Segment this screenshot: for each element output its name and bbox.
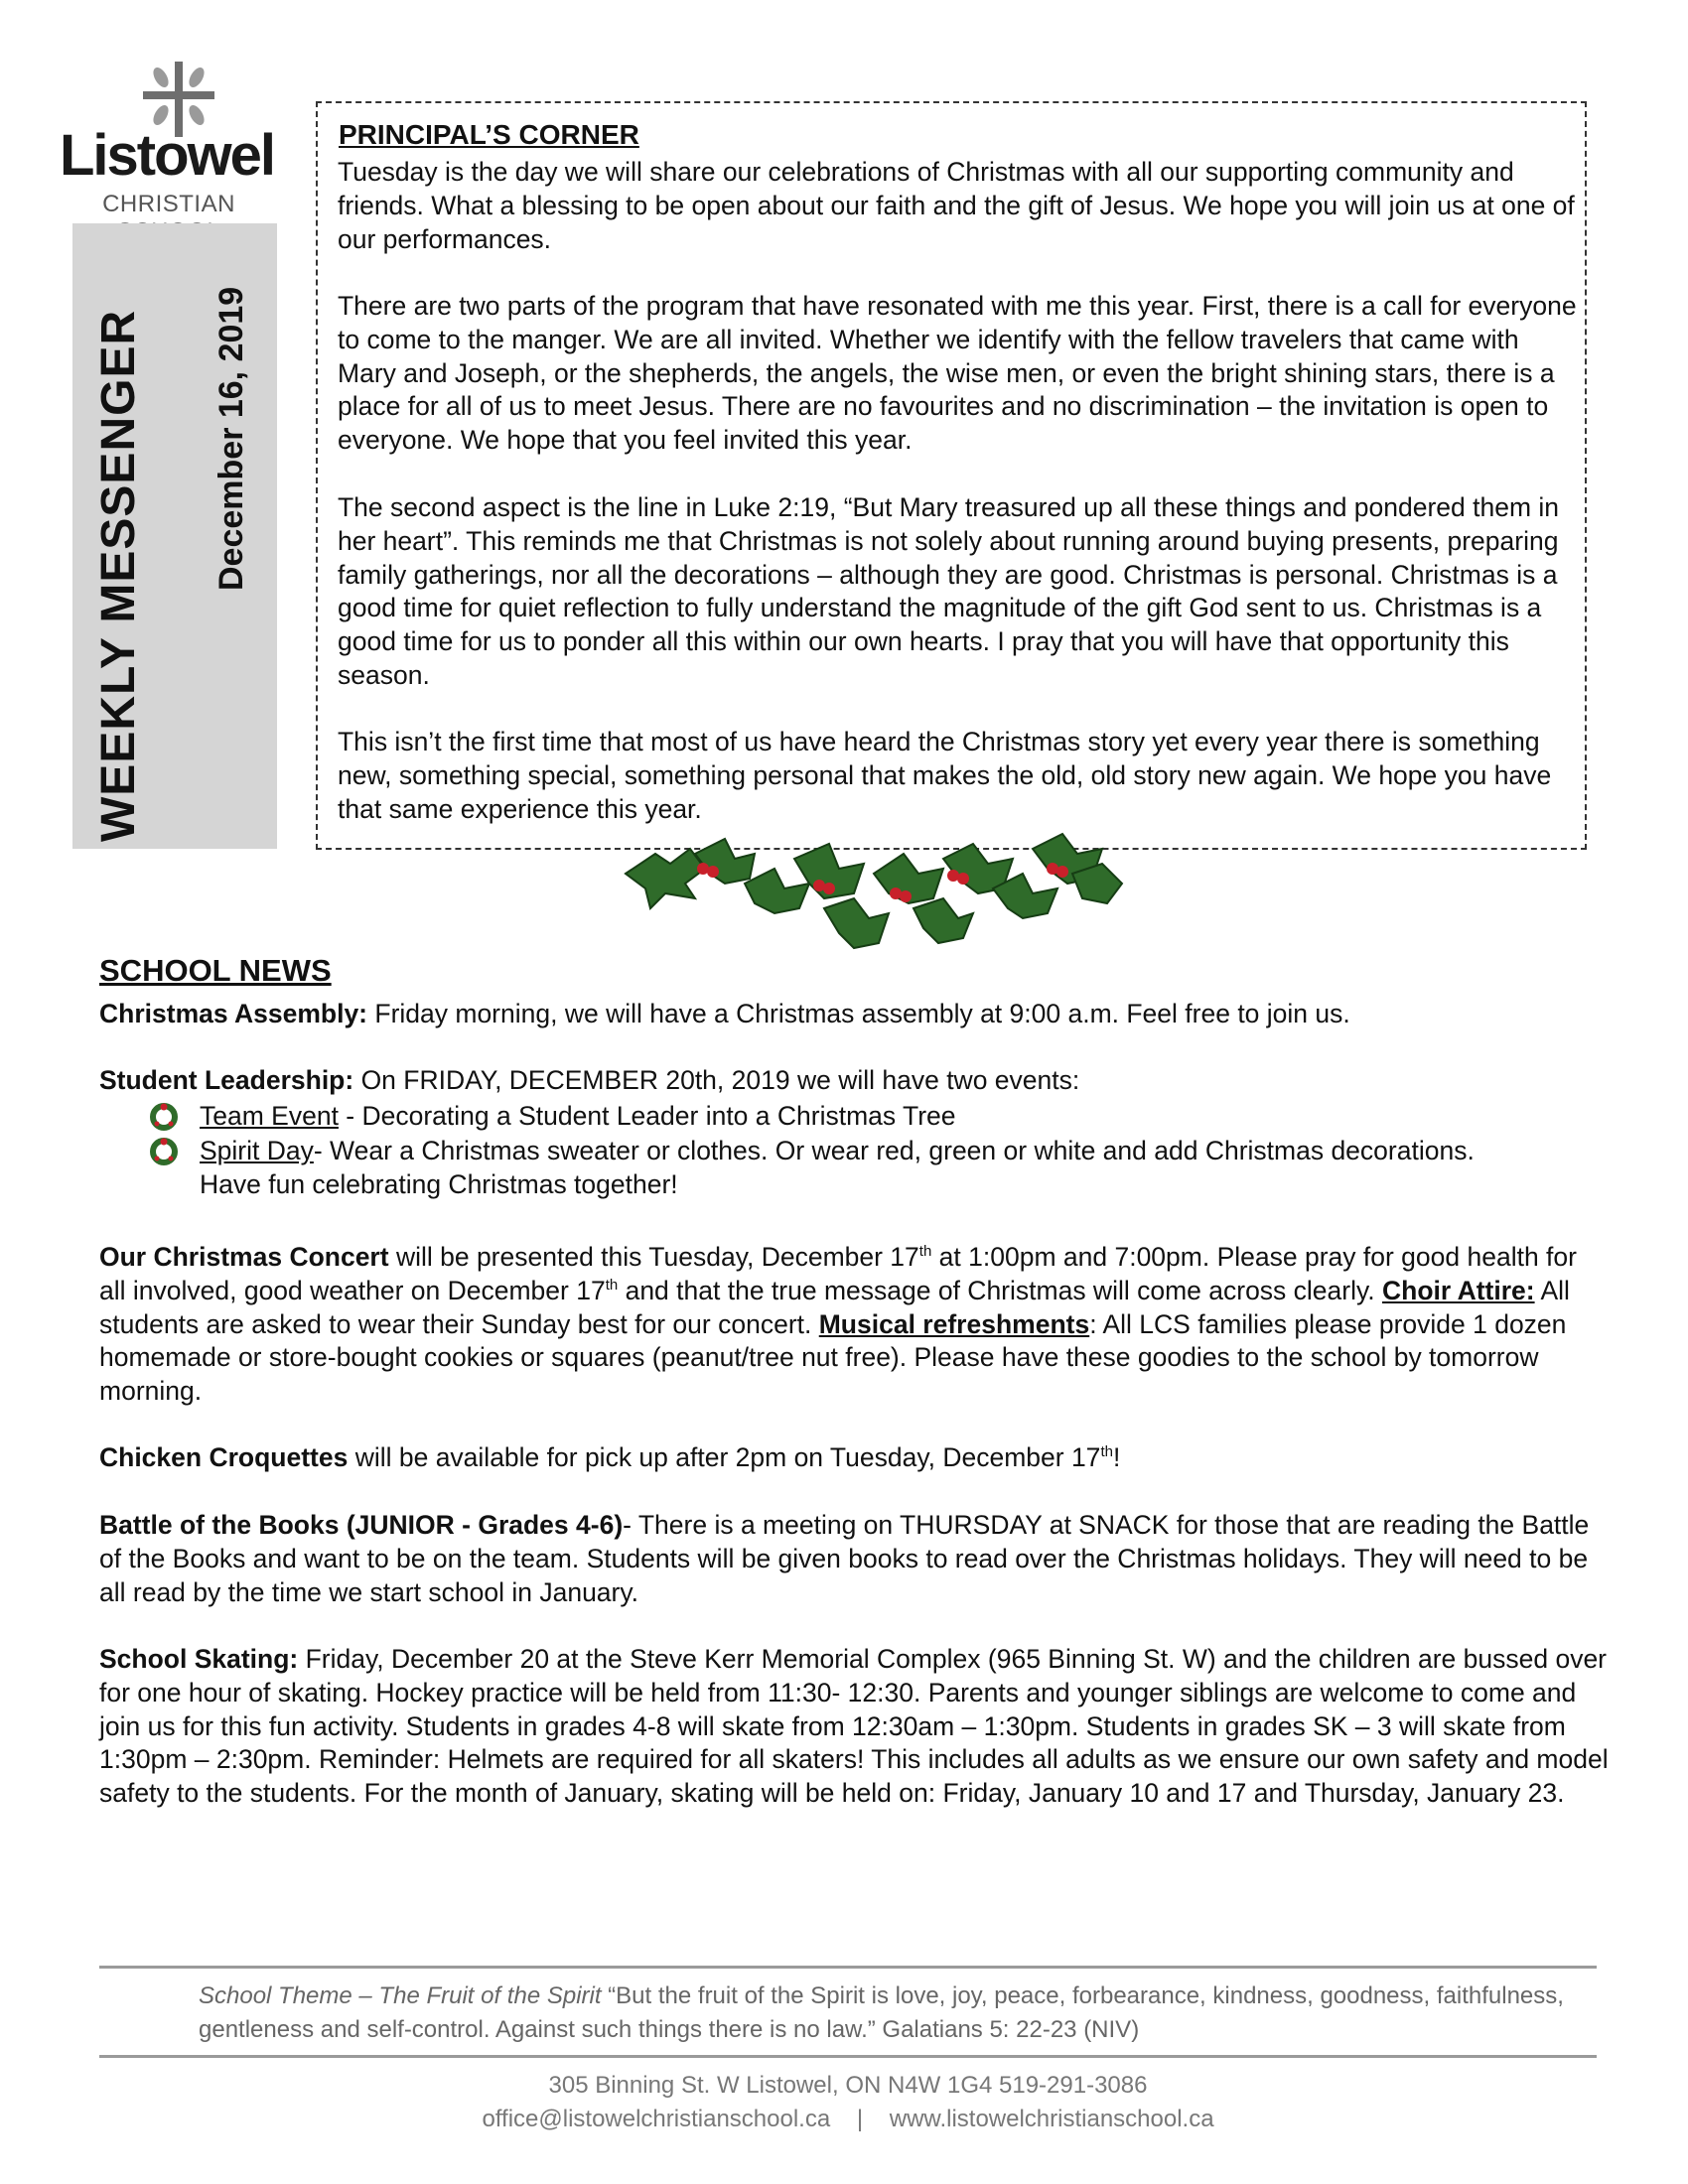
choir-attire-label: Choir Attire:	[1382, 1275, 1535, 1305]
concert-text: and that the true message of Christmas will come across clearly.	[618, 1275, 1382, 1305]
battle-text: - There is a meeting on THURSDAY at SNACK for those that are reading the Battle of the Books and want to be on the team. Students will be given books to read over the Christmas holidays. They will need to be all read by the time we start school in January.	[99, 1510, 1590, 1607]
battle-label: Battle of the Books (JUNIOR - Grades 4-6)	[99, 1510, 624, 1540]
wreath-icon	[149, 1137, 179, 1166]
newsletter-title: WEEKLY MESSENGER	[92, 309, 145, 842]
bullet-title: Spirit Day	[200, 1136, 314, 1165]
website-link[interactable]: www.listowelchristianschool.ca	[889, 2106, 1214, 2132]
ordinal-suffix: th	[918, 1243, 932, 1261]
theme-text: “But the fruit of the Spirit is love, joy, peace, forbearance, kindness, goodness, faithfulness, gentleness and self-control. Against such things there is no law.” Galatians 5: 22-23 (NIV)	[199, 1982, 1564, 2043]
leadership-text: On FRIDAY, DECEMBER 20th, 2019 we will have two events:	[353, 1065, 1080, 1095]
concert-text: will be presented this Tuesday, December 17	[388, 1242, 919, 1272]
croquettes-end: !	[1112, 1442, 1121, 1472]
croquettes-item	[99, 1441, 1609, 1475]
bullet-text: - Wear a Christmas sweater or clothes. Or wear red, green or white and add Christmas decorations. Have fun celebrating Christmas together!	[200, 1136, 1475, 1199]
theme-label: School Theme – The Fruit of the Spirit	[199, 1982, 602, 2009]
principal-paragraph: The second aspect is the line in Luke 2:19, “But Mary treasured up all these things and pondered them in her heart”. This reminds me that Christmas is not solely about running around buying presents, preparing family gatherings, nor all the decorations – although they are good. Christmas is personal. Christmas is a good time for quiet reflection to fully understand the magnitude of the gift God sent to us. Christmas is a good time for us to ponder all this within our own hearts. I pray that you will have that opportunity this season.	[338, 492, 1560, 690]
wreath-icon	[149, 1102, 179, 1132]
logo-subtitle: CHRISTIAN	[102, 191, 235, 217]
assembly-text: Friday morning, we will have a Christmas assembly at 9:00 a.m. Feel free to join us.	[367, 999, 1350, 1028]
concert-text: : All LCS families please provide 1 dozen homemade or store-bought cookies or squares (peanut/tree nut free). Please have these goodies to the school by tomorrow morning.	[99, 1308, 1567, 1407]
skating-label: School Skating:	[99, 1644, 299, 1674]
leadership-label: Student Leadership:	[99, 1065, 354, 1095]
bullet-title: Team Event	[200, 1101, 339, 1131]
address: 305 Binning St. W Listowel, ON N4W 1G4 519-291-3086	[548, 2072, 1148, 2099]
concert-label: Our Christmas Concert	[99, 1242, 389, 1272]
logo-name: Listowel	[59, 123, 275, 188]
principal-paragraph: Tuesday is the day we will share our celebrations of Christmas with all our supporting community and friends. What a blessing to be open about our faith and the gift of Jesus. We hope you will join us at one of our performances.	[338, 157, 1575, 254]
footer-divider	[99, 1966, 1597, 1969]
assembly-item	[99, 998, 1609, 1031]
footer-divider	[99, 2055, 1597, 2058]
skating-text: Friday, December 20 at the Steve Kerr Memorial Complex (965 Binning St. W) and the children are bussed over for one hour of skating. Hockey practice will be held from 11:30- 12:30. Parents and younger siblings are welcome to come and join us for this fun activity. Students in grades 4-8 will skate from 12:30am – 1:30pm. Students in grades SK – 3 will skate from 1:30pm – 2:30pm. Reminder: Helmets are required for all skaters! This includes all adults as we ensure our own safety and model safety to the students. For the month of January, skating will be held on: Friday, January 10 and 17 and Thursday, January 23.	[99, 1644, 1609, 1809]
leadership-item	[99, 1064, 1609, 1098]
bullet-text: - Decorating a Student Leader into a Christmas Tree	[338, 1101, 956, 1131]
croquettes-label: Chicken Croquettes	[99, 1442, 349, 1472]
holly-garland-decoration	[616, 814, 1132, 963]
concert-text: at 1:00pm and 7:00pm. Please pray for good health for all involved, good weather on December 17	[99, 1242, 1577, 1305]
ordinal-suffix: th	[605, 1276, 619, 1294]
refreshments-label: Musical refreshments	[818, 1308, 1090, 1339]
principal-paragraph: This isn’t the first time that most of us have heard the Christmas story yet every year there is something new, something special, something personal that makes the old, old story new again. We hope you have that same experience this year.	[338, 727, 1552, 824]
battle-item	[99, 1509, 1609, 1609]
principal-paragraph: There are two parts of the program that have resonated with me this year. First, there is a call for everyone to come to the manger. We are all invited. Whether we identify with the fellow travelers that came with Mary and Joseph, or the shepherds, the angels, the wise men, or even the bright shining stars, there is a place for all of us to meet Jesus. There are no favourites and no discrimination – the invitation is open to everyone. We hope that you feel invited this year.	[338, 291, 1577, 456]
ordinal-suffix: th	[1100, 1443, 1113, 1461]
concert-item	[99, 1241, 1609, 1409]
school-news-heading: SCHOOL NEWS	[99, 953, 332, 988]
principal-corner-heading: PRINCIPAL’S CORNER	[339, 119, 639, 150]
contact-info	[99, 2069, 1597, 2136]
skating-item	[99, 1643, 1609, 1811]
separator: |	[856, 2106, 864, 2132]
email-link[interactable]: office@listowelchristianschool.ca	[482, 2106, 831, 2132]
croquettes-text: will be available for pick up after 2pm on Tuesday, December 17	[348, 1442, 1101, 1472]
concert-text: All students are asked to wear their Sunday best for our concert.	[99, 1275, 1570, 1339]
school-theme	[199, 1979, 1609, 2047]
newsletter-date: December 16, 2019	[212, 286, 250, 591]
assembly-label: Christmas Assembly:	[99, 999, 368, 1028]
